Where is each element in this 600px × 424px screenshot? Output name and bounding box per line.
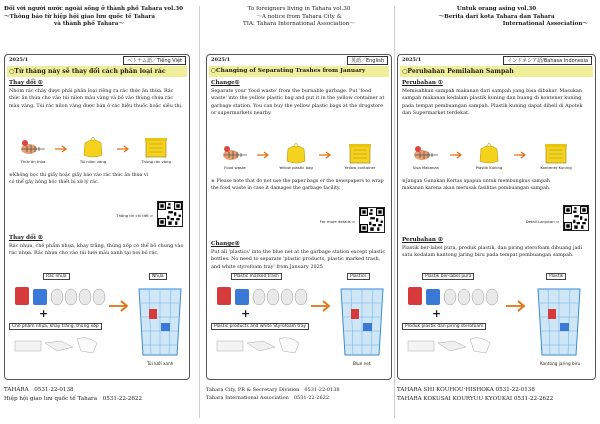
plastic-products-tag: Produk plastik dan piring sterofoam [402,323,486,330]
header-line-3: TIA: Tahara International Association〜 [243,21,355,28]
blue-net-icon [532,283,586,359]
item-label: Thùng rác vàng [141,159,171,164]
change-2-text: Rác nhựa, chế phẩm nhựa, khay trắng, thùng xốp có thể bỏ chung vào rác nhựa. Rác nhựa cho vào túi lưới màu xanh tại nơi bỏ rác. [9,243,184,257]
column-header [397,6,596,52]
qr-code-icon [360,208,384,232]
contact-city: TAHARA SHI KOUHOU·HISHOKA 0531-22-0138 [397,387,535,393]
header-line-1: Đối với người nước ngoài sống ở thành phố Tahara vol.30 [4,6,184,12]
arrow-icon [311,299,333,313]
column-vietnamese [4,6,190,418]
yellow-bag-icon [81,135,105,159]
fish-bone-icon [19,137,47,159]
change-1-text: Nhóm rác cháy được phải phân loại riêng ra rác thức ăn thừa. Rác thức ăn thừa cho vào túi nilon màu vàng và bỏ vào thùng chứa rác màu vàng. Túi rác nilon vàng được bán ở các hiệu thuốc hoặc siêu thị. [9,88,183,109]
contact-association: Hiệp hội giao lưu quốc tế Tahara 0531-22-2622 [4,395,143,402]
plastics-tag: Plastik [546,273,566,280]
fish-bone-icon [412,143,440,165]
plastics-tag: Nhựa [149,273,167,280]
header-line-1: To foreigners living in Tahara vol.30 [247,6,351,12]
header-line-1: Untuk orang asing vol.30 [456,6,537,12]
change-1-label: Change① [211,80,240,86]
arrow-icon [117,145,131,153]
change-1-text: Separate your 'food waste' from the burnable garbage. Put 'food waste' into the yellow plastic bag and put it in the yellow container at garbage station. You can buy the yellow plastic bags at the drugstore or supermarkets nearby. [211,88,385,116]
yellow-bag-icon [477,141,501,165]
header-line-2: 〜Berita dari kota Tahara dan Tahara [438,13,555,20]
blue-net-icon [335,283,389,359]
blue-net-label: Blue net [353,361,371,366]
plastic-marked-tag: Plastic marked trash [231,273,282,280]
column-header [4,6,190,52]
item-label: Yellow container [344,165,376,170]
blue-net-label: Kantong jaring biru [540,361,581,366]
food-waste-illustration [9,135,185,169]
plastic-marked-tag: Rác nhựa [43,273,70,280]
item-label: Kontener Kuning [540,165,572,170]
qr-code[interactable] [359,207,385,233]
change-1-label: Perubahan ① [402,80,443,86]
qr-caption: Detail Lanjutan ⇒ [525,219,559,224]
column-indonesian [397,6,596,418]
header-line-3: International Association〜 [502,21,588,28]
change-2-label: Perubahan ② [402,237,443,243]
yellow-container-icon [143,135,169,159]
header-line-2: 〜A notice from Tahara City & [256,13,342,20]
arrow-icon [55,145,69,153]
column-divider [394,6,395,418]
language-label: 英語／English [347,56,388,65]
plastic-products-tag: Chế phẩm nhựa, khay trắng, thùng xốp [9,323,102,330]
yellow-container-icon [347,141,373,165]
yellow-container-icon [543,141,569,165]
plastic-illustration [9,269,185,373]
food-waste-item [406,143,446,170]
issue-date: 2025/1 [402,57,422,63]
yellow-container-item [335,141,385,170]
qr-caption: For more details ⇒ [319,219,355,224]
yellow-container-item [530,141,582,170]
food-waste-item [215,143,255,170]
item-label: Food waste [224,165,246,170]
plastics-tag: Plastics [347,273,370,280]
notice-title: ○Từ tháng này sẽ thay đổi cách phân loại rác [7,66,187,77]
arrow-icon [506,299,528,313]
yellow-bag-item [273,141,319,170]
notice-title: ○Changing of Separating Trashes from January [209,66,389,77]
yellow-bag-icon [284,141,308,165]
styrofoam-tray-icon [215,333,311,357]
change-1-label: Thay đổi ① [9,80,43,86]
qr-code-icon [158,202,182,226]
contact-association: TAHARA KOKUSAI KOURYUU KYOUKAI 0531-22-2622 [397,395,554,402]
issue-date: 2025/1 [211,57,231,63]
contact-footer [397,386,596,404]
yellow-container-item [133,135,179,164]
yellow-bag-item [71,135,115,164]
contact-association: Tahara International Association 0531-22-2622 [206,395,330,401]
fish-bone-icon [221,143,249,165]
column-header [206,6,392,52]
header-line-3: và thành phố Tahara〜 [54,21,124,28]
item-label: Túi nilon vàng [79,159,107,164]
header-line-2: 〜Thông báo từ hiệp hội giao lưu quốc tế Tahara [4,13,155,20]
food-waste-illustration [211,141,387,175]
plastic-products-tag: Plastic products and white Styrofoam tray [211,323,309,330]
issue-date: 2025/1 [9,57,29,63]
change-1-text: Memisahkan sampah makanan dari sampah yang bisa dibakar. Masukan sampah makanan kedalam plastik kuning dan buang di kontener kuning pada tempat pembuangan sampah. Plastik kuning dapat dibeli di Apotek dan Supermarket terdekat. [402,88,583,116]
caution-note: ※Jangan Gunakan Kertas apapun untuk membungkus sampah makanan karena akan merusak fasilitas pembuangan sampah. [402,179,551,191]
change-2-label: Change② [211,241,240,247]
contact-city: TAHARA 0531-22-0138 [4,387,74,393]
column-divider [199,6,200,418]
arrow-icon [257,151,271,159]
plus-icon: + [241,307,251,320]
plus-icon: + [432,307,442,320]
item-label: Yellow plastic bag [279,165,313,170]
change-2-label: Thay đổi ② [9,235,43,241]
arrow-icon [450,151,464,159]
caution-note: ※Không bọc thì giấy hoặc giấy báo vào rác thức ăn thừa vì có thể gây hỏng hóc thiết bị xử lý rác. [9,173,149,185]
change-2-text: Put all 'plastics' into the blue net at the garbage station except plastic bottles. No need to separate 'plastic products, plastic marked trash, and white styrofoam tray' from January 2025 [211,249,386,270]
contact-footer [206,386,392,402]
plastic-items-icon [406,283,502,307]
language-label: ベトナム語／Tiếng Việt [123,56,186,65]
food-waste-item [13,137,53,164]
language-label: インドネシア語/Bahasa Indonesia [503,56,592,65]
yellow-bag-item [466,141,512,170]
qr-code-icon [564,206,588,230]
qr-caption: Thông tin chi tiết ⇒ [116,213,153,218]
plastic-illustration [402,269,591,373]
notice-card [206,54,392,380]
plastic-items-icon [215,283,311,307]
plus-icon: + [39,307,49,320]
styrofoam-tray-icon [13,333,109,357]
arrow-icon [109,299,131,313]
qr-code[interactable] [563,205,589,231]
notice-card [397,54,596,380]
contact-city: Tahara City, PR & Secretary Division 0531-22-0138 [206,387,340,393]
notice-title: ○Perubahan Pemilahan Sampah [400,66,593,77]
plastic-illustration [211,269,387,373]
plastic-items-icon [13,283,109,307]
arrow-icon [319,151,333,159]
change-2-text: Plastik ber-label pura, produk plastik, dan piring sterofoam dibuang jadi satu kedalam kantong jaring biru pada tempat pembuangan sampah. [402,245,583,259]
plastic-marked-tag: Plastik ber-label pura [422,273,474,280]
blue-net-label: Túi lưới xanh [147,361,174,366]
item-label: Plastik Kuning [475,165,503,170]
qr-code[interactable] [157,201,183,227]
notice-card [4,54,190,380]
item-label: Thức ăn thừa [20,159,46,164]
item-label: Sisa Makanan [412,165,440,170]
styrofoam-tray-icon [406,333,502,357]
column-english [206,6,392,418]
food-waste-illustration [402,141,591,175]
blue-net-icon [133,283,187,359]
caution-note: ※ Please note that do not use the paper bags or the newspapers to wrap the food waste in case it damages the garbage facility. [211,179,384,191]
contact-footer [4,386,190,404]
arrow-icon [514,151,528,159]
